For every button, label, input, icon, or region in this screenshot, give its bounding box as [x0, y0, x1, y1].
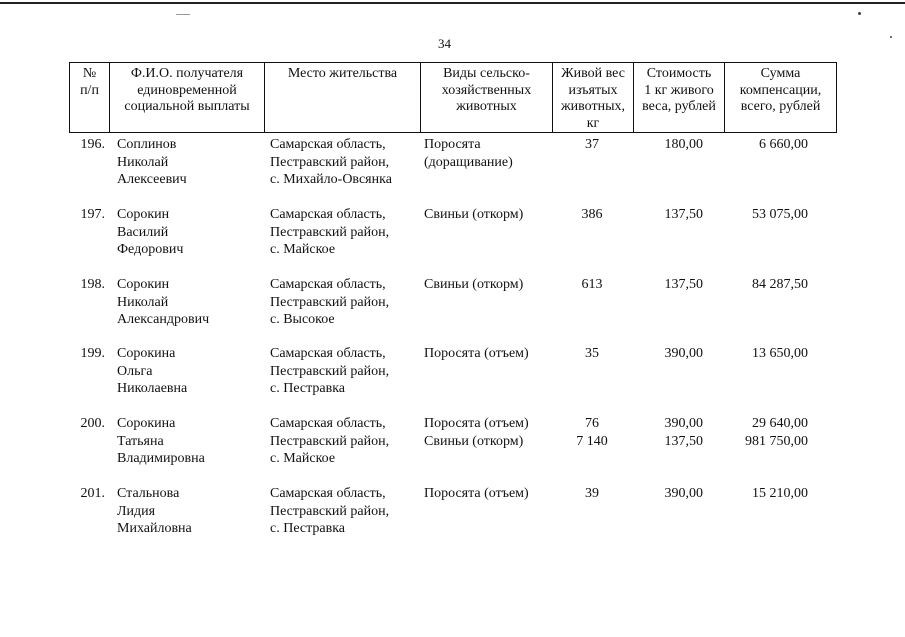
row-residence: Самарская область, Пестравский район, с. Высокое [270, 277, 390, 327]
row-weight: 76 7 140 [576, 416, 608, 449]
row-num: 196. [80, 137, 105, 152]
scan-speck [890, 36, 892, 38]
table-header [69, 62, 837, 133]
header-total: Сумма компенсации, всего, рублей [739, 66, 822, 114]
row-name: Сорокина Татьяна Владимировна [117, 416, 205, 466]
header-num: № п/п [70, 63, 110, 132]
scan-speck [176, 14, 190, 15]
row-total: 15 210,00 [752, 486, 808, 501]
row-residence: Самарская область, Пестравский район, с. Михайло-Овсянка [270, 137, 392, 187]
row-name: Сорокин Николай Александрович [117, 277, 210, 327]
row-weight: 613 [581, 277, 603, 292]
row-name: Сорокин Василий Федорович [117, 207, 184, 257]
row-price: 137,50 [664, 207, 703, 222]
row-weight: 37 [585, 137, 599, 152]
header-price: Стоимость 1 кг живого веса, рублей [634, 63, 725, 132]
header-weight: Живой вес изъятых животных, кг [553, 63, 634, 132]
header-residence: Место жительства [265, 63, 421, 132]
row-weight: 386 [581, 207, 603, 222]
row-animal-type: Поросята (отъем) [424, 346, 529, 361]
row-price: 390,00 [664, 346, 703, 361]
row-num: 198. [80, 277, 105, 292]
page-number: 34 [438, 36, 451, 51]
row-total: 53 075,00 [752, 207, 808, 222]
row-num: 201. [80, 486, 105, 501]
scan-speck [858, 12, 861, 15]
row-name: Соплинов Николай Алексеевич [117, 137, 187, 187]
row-name: Стальнова Лидия Михайловна [117, 486, 192, 536]
row-residence: Самарская область, Пестравский район, с. Майское [270, 207, 390, 257]
row-total: 6 660,00 [759, 137, 808, 152]
scan-top-border [0, 2, 905, 4]
row-name: Сорокина Ольга Николаевна [117, 346, 188, 396]
row-weight: 39 [585, 486, 599, 501]
row-num: 197. [80, 207, 105, 222]
row-total: 29 640,00 981 750,00 [745, 416, 808, 449]
row-total: 84 287,50 [752, 277, 808, 292]
row-animal-type: Свиньи (откорм) [424, 277, 524, 292]
row-num: 200. [80, 416, 105, 431]
row-animal-type: Поросята (отъем) [424, 486, 529, 501]
row-num: 199. [80, 346, 105, 361]
row-animal-type: Свиньи (откорм) [424, 207, 524, 222]
row-total: 13 650,00 [752, 346, 808, 361]
row-animal-type: Поросята (доращивание) [424, 137, 513, 170]
row-residence: Самарская область, Пестравский район, с. Пестравка [270, 346, 390, 396]
row-animal-type: Поросята (отъем) Свиньи (откорм) [424, 416, 529, 449]
row-price: 390,00 [664, 486, 703, 501]
row-residence: Самарская область, Пестравский район, с. Майское [270, 416, 390, 466]
header-name: Ф.И.О. получателя единовременной социальной выплаты [110, 63, 265, 132]
row-weight: 35 [585, 346, 599, 361]
row-price: 137,50 [664, 277, 703, 292]
row-price: 390,00 137,50 [664, 416, 703, 449]
row-residence: Самарская область, Пестравский район, с. Пестравка [270, 486, 390, 536]
header-animal-type: Виды сельско- хозяйственных животных [421, 63, 553, 132]
row-price: 180,00 [664, 137, 703, 152]
